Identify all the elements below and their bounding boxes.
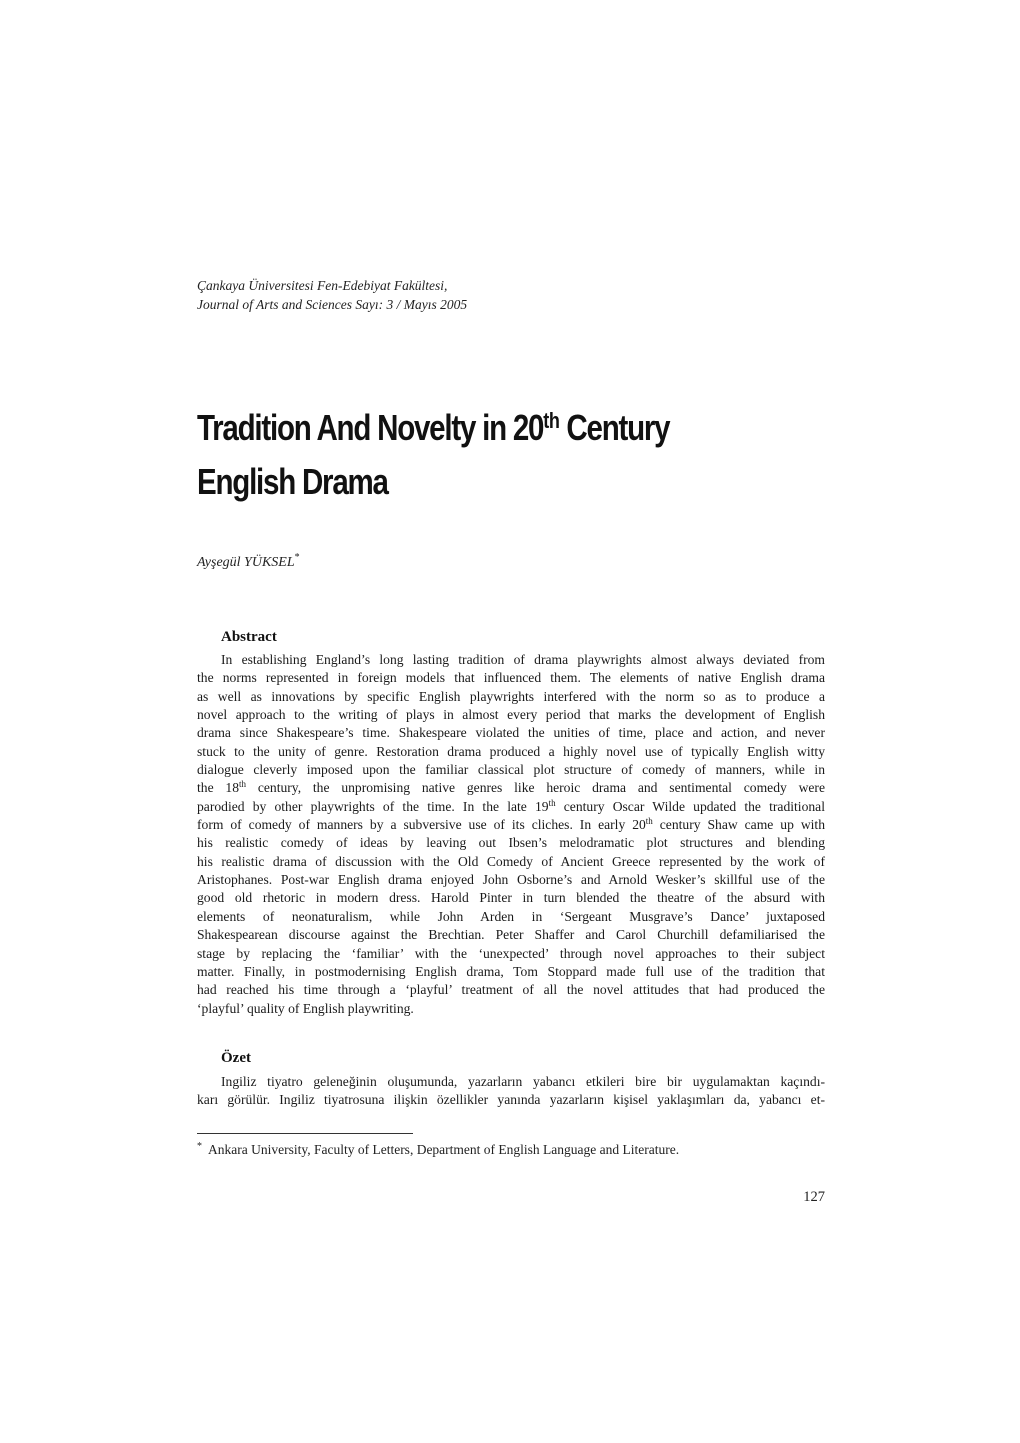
footnote-divider (197, 1133, 413, 1134)
title-line-2: English Drama (197, 461, 388, 502)
abstract-line: Aristophanes. Post-war English drama enjoyed John Osborne’s and Arnold Wesker’s skillful use of the (197, 872, 825, 888)
abstract-line: stage by replacing the ‘familiar’ with the ‘unexpected’ through novel approaches to their subject (197, 945, 825, 961)
author-name: Ayşegül YÜKSEL (197, 555, 295, 570)
abstract-line-rest: century Oscar Wilde updated the traditional (555, 798, 825, 814)
abstract-line: matter. Finally, in postmodernising English drama, Tom Stoppard made full use of the tradition that (197, 963, 825, 979)
author-byline (197, 552, 300, 571)
article-title (197, 394, 722, 509)
journal-header (197, 276, 467, 314)
abstract-line: elements of neonaturalism, while John Arden in ‘Sergeant Musgrave’s Dance’ juxtaposed (197, 908, 825, 924)
ordinal-superscript: th (548, 797, 556, 808)
abstract-line-rest: century Shaw came up with (652, 817, 825, 833)
abstract-heading: Abstract (221, 629, 277, 645)
abstract-line: Shakespearean discourse against the Brechtian. Peter Shaffer and Carol Churchill defamiliarised the (197, 927, 825, 943)
abstract-line (197, 816, 825, 834)
abstract-line: novel approach to the writing of plays in almost every period that marks the development of English (197, 707, 825, 723)
author-footnote-mark: * (294, 552, 300, 563)
abstract-line: drama since Shakespeare’s time. Shakespeare violated the unities of time, place and action, and never (197, 725, 825, 741)
journal-line-2: Journal of Arts and Sciences Sayı: 3 / Mayıs 2005 (197, 297, 468, 312)
abstract-line (197, 798, 825, 816)
ordinal-superscript: th (239, 779, 247, 790)
abstract-line: In establishing England’s long lasting tradition of drama playwrights almost always deviated from (221, 652, 825, 667)
abstract-line-rest: century, the unpromising native genres like heroic drama and sentimental comedy were (246, 780, 825, 796)
ordinal-superscript: th (645, 816, 653, 827)
page-number: 127 (803, 1189, 825, 1205)
abstract-line: as well as innovations by specific English playwrights interfered with the norm so as to produce a (197, 688, 825, 704)
abstract-line: ‘playful’ quality of English playwriting. (197, 1000, 414, 1016)
title-superscript: th (543, 408, 560, 433)
journal-line-1: Çankaya Üniversitesi Fen-Edebiyat Fakültesi, (197, 278, 448, 293)
abstract-line: dialogue cleverly imposed upon the familiar classical plot structure of comedy of manners, while in (197, 762, 825, 778)
ozet-body (197, 1073, 825, 1110)
abstract-line (197, 779, 825, 797)
abstract-line-start: form of comedy of manners by a subversive use of its cliches. In early 20 (197, 817, 646, 833)
ozet-line: karı görülür. Ingiliz tiyatrosuna ilişkin özellikler yanında yazarların kişisel yaklaşımları da, yabancı et- (197, 1092, 825, 1108)
abstract-line: his realistic comedy of ideas by leaving out Ibsen’s melodramatic plot structures and blending (197, 835, 825, 851)
footnote-text: Ankara University, Faculty of Letters, Department of English Language and Literature. (208, 1142, 680, 1157)
title-line-1 (197, 394, 722, 455)
abstract-line: his realistic drama of discussion with the Old Comedy of Ancient Greece represented by the work of (197, 853, 825, 869)
abstract-line-start: parodied by other playwrights of the time. In the late 19 (197, 798, 549, 814)
abstract-body (197, 651, 825, 1018)
abstract-line: the norms represented in foreign models that influenced them. The elements of native English drama (197, 670, 825, 686)
abstract-line: good old rhetoric in modern dress. Harold Pinter in turn blended the theatre of the absurd with (197, 890, 825, 906)
abstract-line: stuck to the unity of genre. Restoration drama produced a highly novel use of typically English witty (197, 743, 825, 759)
ozet-line: Ingiliz tiyatro geleneğinin oluşumunda, yazarların yabancı etkileri bire bir uygulamaktan kaçındı- (221, 1074, 825, 1089)
title-part-1: Tradition And Novelty in 20 (197, 407, 544, 448)
footnote-mark: * (197, 1141, 202, 1152)
title-part-2: Century (559, 407, 670, 448)
footnote (197, 1141, 679, 1158)
abstract-line-start: the 18 (197, 780, 240, 796)
ozet-heading: Özet (221, 1050, 251, 1066)
abstract-line: had reached his time through a ‘playful’ treatment of all the novel attitudes that had produced the (197, 982, 825, 998)
